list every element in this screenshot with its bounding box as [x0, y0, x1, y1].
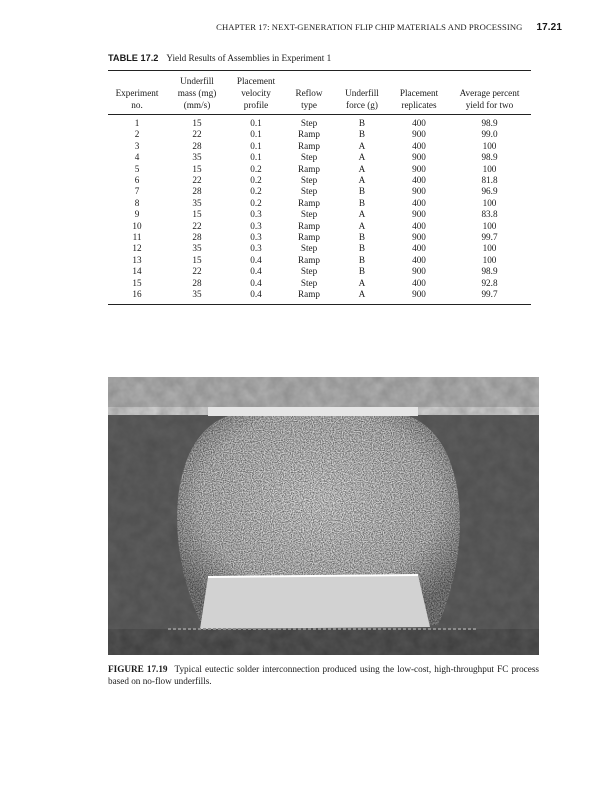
table-cell: B — [358, 186, 366, 197]
table-row — [108, 186, 531, 197]
table-row — [108, 278, 531, 289]
table-cell: 100 — [482, 140, 497, 151]
table-cell: B — [358, 129, 366, 140]
table-cell: 99.0 — [481, 129, 498, 140]
table-cell: 900 — [412, 186, 426, 197]
table-cell: 16 — [132, 289, 142, 300]
table-cell: 0.1 — [250, 129, 262, 140]
page-number: 17.21 — [536, 22, 562, 33]
table-cell: Step — [300, 118, 318, 128]
table-cell: 400 — [412, 254, 426, 265]
table-cell: Step — [300, 175, 318, 186]
table-cell: 3 — [134, 140, 140, 151]
table-cell: 35 — [192, 152, 202, 163]
table-cell: 9 — [134, 209, 140, 220]
table-cell: 0.2 — [250, 175, 262, 186]
table-cell: Step — [300, 266, 318, 277]
table-cell: 15 — [192, 163, 202, 174]
table-cell: 22 — [192, 175, 202, 186]
yield-results-table — [108, 70, 531, 305]
table-cell: 0.1 — [250, 152, 262, 163]
table-cell: 11 — [132, 232, 142, 243]
table-cell: 28 — [192, 140, 202, 151]
table-cell: 7 — [134, 186, 140, 197]
table-cell: 0.4 — [250, 277, 262, 288]
table-cell: 400 — [412, 175, 426, 186]
table-cell: 0.3 — [250, 209, 262, 220]
table-cell: 100 — [482, 254, 497, 265]
table-body — [108, 115, 531, 305]
table-cell: 400 — [412, 243, 426, 254]
table-cell: 15 — [192, 209, 202, 220]
table-cell: B — [358, 197, 366, 208]
table-row — [108, 141, 531, 152]
column-header-experiment: Experiment no. — [108, 71, 166, 115]
table-cell: 4 — [134, 152, 140, 163]
table-cell: 0.3 — [250, 243, 262, 254]
table-cell: 1 — [134, 118, 140, 128]
table-cell: 22 — [192, 220, 202, 231]
table-cell: Step — [300, 152, 318, 163]
table-cell: Ramp — [298, 254, 320, 265]
table-cell: 100 — [482, 243, 497, 254]
table-cell: 0.2 — [250, 186, 262, 197]
table-cell: 15 — [132, 277, 142, 288]
column-header-underfill-type: Underfill force (g) — [334, 71, 390, 115]
table-row — [108, 243, 531, 254]
table-row — [108, 232, 531, 243]
table-cell: 12 — [132, 243, 142, 254]
table-cell: 28 — [192, 186, 202, 197]
table-row — [108, 152, 531, 163]
table-row — [108, 129, 531, 140]
table-cell: 900 — [412, 152, 426, 163]
table-cell: B — [358, 118, 366, 128]
figure-label: FIGURE 17.19 — [108, 664, 168, 674]
table-cell: 0.3 — [250, 232, 262, 243]
table-cell: 99.7 — [481, 232, 498, 243]
figure-caption — [108, 664, 539, 687]
chapter-title: CHAPTER 17: NEXT-GENERATION FLIP CHIP MATERIALS AND PROCESSING — [216, 22, 523, 32]
table-cell: 5 — [134, 163, 140, 174]
table-cell: Ramp — [298, 220, 320, 231]
table-row — [108, 266, 531, 277]
table-cell: Ramp — [298, 197, 320, 208]
table-row — [108, 221, 531, 232]
table-row — [108, 198, 531, 209]
table-cell: 0.1 — [250, 118, 262, 128]
table-cell: Step — [300, 209, 318, 220]
table-cell: B — [358, 266, 366, 277]
table-cell: 100 — [482, 220, 497, 231]
table-caption — [108, 53, 331, 63]
table-cell: B — [358, 232, 366, 243]
table-cell: Ramp — [298, 289, 320, 300]
table-cell: 2 — [134, 129, 140, 140]
table-cell: 100 — [482, 163, 497, 174]
table-cell: 28 — [192, 277, 202, 288]
table-cell: 400 — [412, 220, 426, 231]
table-cell: Ramp — [298, 163, 320, 174]
table-cell: 0.4 — [250, 289, 262, 300]
table-cell: 15 — [192, 118, 202, 128]
table-cell: Step — [300, 243, 318, 254]
table-header-row — [108, 71, 531, 115]
table-cell: 0.2 — [250, 197, 262, 208]
table-cell: 99.7 — [481, 289, 498, 300]
table-cell: 900 — [412, 266, 426, 277]
table-cell: A — [358, 175, 366, 186]
column-header-average-yield: Average percent yield for two — [448, 71, 531, 115]
table-row — [108, 164, 531, 175]
table-cell: 10 — [132, 220, 142, 231]
column-header-reflow: Reflow type — [284, 71, 334, 115]
table-cell: 22 — [192, 129, 202, 140]
table-row — [108, 209, 531, 220]
table-label: TABLE 17.2 — [108, 53, 159, 63]
table-cell: 98.9 — [481, 118, 498, 128]
column-header-placement-velocity: Placement velocity profile — [228, 71, 284, 115]
table-row — [108, 175, 531, 186]
table-cell: 83.8 — [481, 209, 498, 220]
table-cell: A — [358, 152, 366, 163]
table-cell: 0.3 — [250, 220, 262, 231]
table-cell: A — [358, 209, 366, 220]
table-cell: 900 — [412, 232, 426, 243]
table-cell: 0.4 — [250, 266, 262, 277]
table-cell: 400 — [412, 118, 426, 128]
table-cell: 13 — [132, 254, 142, 265]
table-cell: B — [358, 243, 366, 254]
table-cell: 14 — [132, 266, 142, 277]
table-cell: 98.9 — [481, 152, 498, 163]
table-cell: 8 — [134, 197, 140, 208]
table-cell: 35 — [192, 197, 202, 208]
table-cell: Ramp — [298, 129, 320, 140]
table-cell: 81.8 — [481, 175, 498, 186]
table-cell: 0.4 — [250, 254, 262, 265]
running-head — [0, 22, 562, 33]
column-header-underfill-mass: Underfill mass (mg) (mm/s) — [166, 71, 228, 115]
table-cell: 28 — [192, 232, 202, 243]
table-cell: 98.9 — [481, 266, 498, 277]
table-cell: Step — [300, 186, 318, 197]
column-header-placement-force: Placement replicates — [390, 71, 448, 115]
table-cell: A — [358, 220, 366, 231]
table-cell: 400 — [412, 277, 426, 288]
table-cell: 0.2 — [250, 163, 262, 174]
table-cell: 900 — [412, 129, 426, 140]
figure-caption-text: Typical eutectic solder interconnection produced using the low-cost, high-throughput FC process based on no-flow underfills. — [108, 664, 539, 686]
table-cell: 400 — [412, 197, 426, 208]
table-cell: 400 — [412, 140, 426, 151]
table-cell: 92.8 — [481, 277, 498, 288]
solder-micrograph-image — [108, 377, 539, 655]
table-cell: 15 — [192, 254, 202, 265]
table-cell: 900 — [412, 209, 426, 220]
table-cell: A — [358, 163, 366, 174]
table-cell: 96.9 — [481, 186, 498, 197]
table-title: Yield Results of Assemblies in Experiment 1 — [166, 53, 332, 63]
table-row — [108, 115, 531, 130]
table-cell: 900 — [412, 289, 426, 300]
table-cell: 6 — [134, 175, 140, 186]
table-cell: A — [358, 140, 366, 151]
table-row — [108, 255, 531, 266]
table-cell: 35 — [192, 243, 202, 254]
table-cell: 22 — [192, 266, 202, 277]
table-cell: B — [358, 254, 366, 265]
table-cell: 900 — [412, 163, 426, 174]
table-row — [108, 289, 531, 304]
table-cell: 35 — [192, 289, 202, 300]
table-cell: Ramp — [298, 140, 320, 151]
table-cell: A — [358, 289, 366, 300]
table-cell: Step — [300, 277, 318, 288]
table-cell: 100 — [482, 197, 497, 208]
table-cell: 0.1 — [250, 140, 262, 151]
table-cell: Ramp — [298, 232, 320, 243]
table-cell: A — [358, 277, 366, 288]
